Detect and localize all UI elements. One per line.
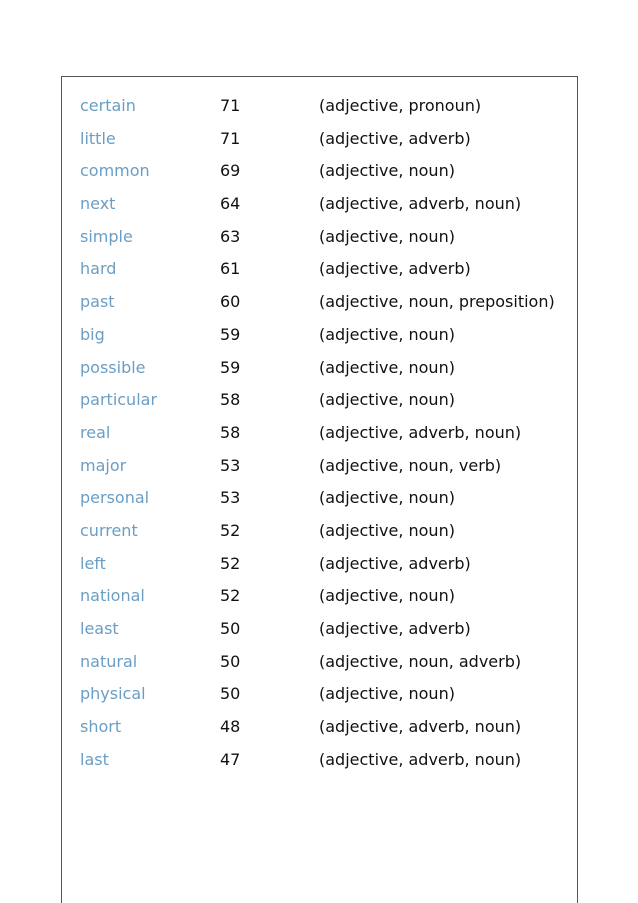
frequency: 53 (220, 455, 241, 475)
frequency: 64 (220, 194, 241, 214)
word: hard (80, 259, 117, 279)
word: national (80, 586, 145, 606)
word: personal (80, 488, 150, 508)
parts-of-speech: (adjective, adverb, noun) (319, 717, 522, 737)
list-item (62, 191, 577, 224)
word: common (80, 161, 150, 181)
list-item (62, 355, 577, 388)
list-item (62, 126, 577, 159)
word: natural (80, 651, 138, 671)
word-list-frame (61, 76, 578, 903)
parts-of-speech: (adjective, adverb, noun) (319, 422, 522, 442)
frequency: 50 (220, 651, 241, 671)
word: left (80, 553, 106, 573)
list-item (62, 387, 577, 420)
frequency: 50 (220, 619, 241, 638)
frequency: 52 (220, 586, 241, 606)
frequency: 71 (220, 128, 241, 148)
word: current (80, 520, 138, 540)
frequency: 60 (220, 292, 241, 312)
frequency: 47 (220, 749, 241, 769)
parts-of-speech: (adjective, noun, adverb) (319, 651, 522, 671)
parts-of-speech: (adjective, noun) (319, 520, 455, 540)
list-item (62, 583, 577, 616)
frequency: 53 (220, 488, 241, 508)
word: past (80, 292, 115, 312)
word: physical (80, 684, 146, 704)
frequency: 59 (220, 324, 241, 344)
list-item (62, 453, 577, 486)
list-item (62, 485, 577, 518)
word: possible (80, 357, 146, 377)
parts-of-speech: (adjective, noun) (319, 357, 455, 377)
frequency: 59 (220, 357, 241, 377)
frequency: 52 (220, 553, 241, 573)
parts-of-speech: (adjective, pronoun) (319, 96, 482, 115)
parts-of-speech: (adjective, adverb) (319, 553, 471, 573)
list-item (62, 649, 577, 682)
frequency: 52 (220, 520, 241, 540)
word: particular (80, 390, 158, 410)
list-item (62, 714, 577, 747)
list-item (62, 747, 577, 780)
parts-of-speech: (adjective, noun, preposition) (319, 292, 555, 312)
parts-of-speech: (adjective, adverb) (319, 128, 471, 148)
frequency: 58 (220, 422, 241, 442)
parts-of-speech: (adjective, adverb, noun) (319, 749, 522, 769)
word: next (80, 194, 116, 214)
list-item (62, 322, 577, 355)
list-item (62, 518, 577, 551)
parts-of-speech: (adjective, noun) (319, 586, 455, 606)
list-item (62, 681, 577, 714)
parts-of-speech: (adjective, adverb) (319, 619, 471, 638)
list-item (62, 616, 577, 649)
parts-of-speech: (adjective, noun) (319, 324, 455, 344)
word: least (80, 619, 119, 638)
word-list (62, 93, 577, 779)
word: real (80, 422, 111, 442)
frequency: 48 (220, 717, 241, 737)
word: short (80, 717, 122, 737)
frequency: 69 (220, 161, 241, 181)
frequency: 63 (220, 226, 241, 246)
list-item (62, 224, 577, 257)
list-item (62, 289, 577, 322)
parts-of-speech: (adjective, noun) (319, 161, 455, 181)
list-item (62, 420, 577, 453)
frequency: 58 (220, 390, 241, 410)
parts-of-speech: (adjective, noun) (319, 390, 455, 410)
frequency: 71 (220, 96, 241, 115)
word: certain (80, 96, 136, 115)
parts-of-speech: (adjective, noun, verb) (319, 455, 502, 475)
parts-of-speech: (adjective, noun) (319, 488, 455, 508)
list-item (62, 158, 577, 191)
parts-of-speech: (adjective, noun) (319, 226, 455, 246)
word: simple (80, 226, 133, 246)
parts-of-speech: (adjective, noun) (319, 684, 455, 704)
word: big (80, 324, 105, 344)
list-item (62, 256, 577, 289)
word: major (80, 455, 127, 475)
frequency: 50 (220, 684, 241, 704)
frequency: 61 (220, 259, 241, 279)
list-item (62, 93, 577, 126)
list-item (62, 551, 577, 584)
word: last (80, 749, 109, 769)
word: little (80, 128, 116, 148)
parts-of-speech: (adjective, adverb, noun) (319, 194, 522, 214)
parts-of-speech: (adjective, adverb) (319, 259, 471, 279)
